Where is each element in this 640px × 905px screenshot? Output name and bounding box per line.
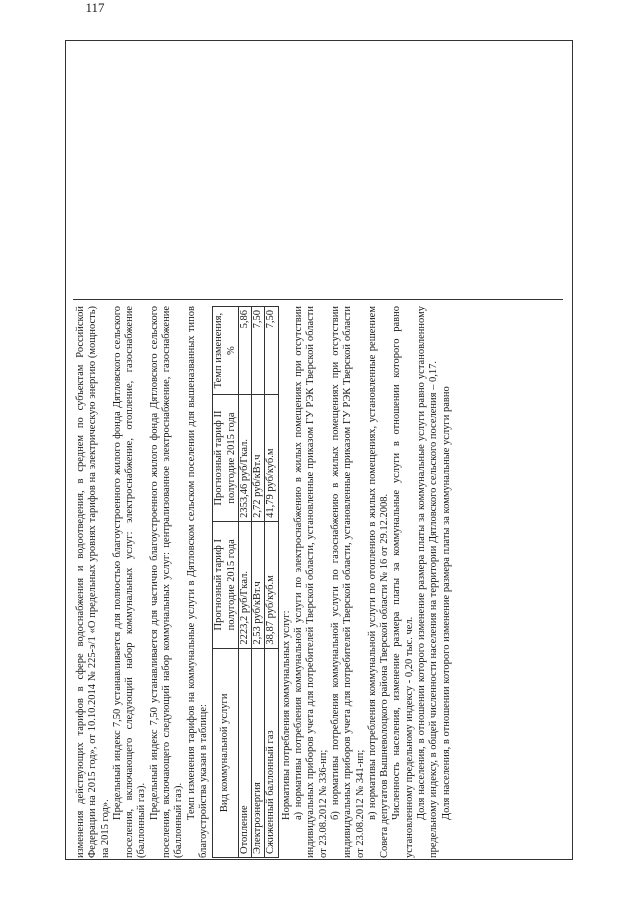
- page-number: 117: [85, 0, 105, 15]
- paragraph: Численность населения, изменение размера платы за коммунальные услуги в отношении которого равно установленному предельному индексу - 0,20 тыс. чел.: [391, 306, 415, 858]
- paragraph: в) нормативы потребления коммунальной услуги по отоплению в жилых помещениях, установленные решением Совета депутатов Вышневолоцкого района Тверской области № 16 от 29.12.2008.: [366, 306, 391, 858]
- table-cell: 2223,2 руб/Гкал.: [238, 521, 251, 648]
- table-cell: 7,50: [252, 307, 265, 395]
- frame-divider: [73, 299, 563, 300]
- table-cell: 2,72 руб/кВт.ч: [252, 395, 265, 522]
- table-cell: 2353,46 руб/Гкал.: [238, 395, 251, 522]
- tariff-table: [212, 306, 278, 858]
- table-header: Вид коммунальной услуги: [213, 648, 239, 857]
- table-row: [238, 307, 251, 858]
- table-cell: Отопление: [238, 648, 251, 857]
- table-header: Прогнозный тариф II полугодие 2015 года: [213, 395, 239, 522]
- paragraph: а) нормативы потребления коммунальной услуги по электроснабжению в жилых помещениях при отсутствии индивидуальных приборов учета для потребителей Тверской области, установленные приказом ГУ РЭК Тверской области от 23.08.2012 № 336-нп;: [293, 306, 329, 858]
- paragraph: Доля населения, в отношении которого изменение размера платы за коммунальные услуги равно: [440, 386, 452, 820]
- table-cell: Сжиженный баллонный газ: [265, 648, 278, 857]
- table-cell: 38,87 руб/куб.м: [265, 521, 278, 648]
- table-row: [265, 307, 278, 858]
- paragraph: изменения действующих тарифов в сфере водоснабжения и водоотведения, в среднем по субъектам Российской Федерации на 2015 год», от 10.10.2014 № 225-э/1 «О предельных уровнях тарифов на электрическую энергию (мощность) на 2015 год».: [75, 306, 111, 858]
- paragraph: Темп изменения тарифов на коммунальные услуги в Дятловском сельском поселении для вышеназванных типов благоустройства указан в таблице:: [185, 306, 209, 858]
- table-cell: 2,53 руб/кВт.ч: [252, 521, 265, 648]
- paragraph: Предельный индекс 7,50 устанавливается для полностью благоустроенного жилого фонда Дятловского сельского поселения, включающего следующий набор коммунальных услуг: электроснабжение, отопление, газоснабжение (баллонный газ).: [111, 306, 148, 858]
- table-header-row: [213, 307, 239, 858]
- paragraph: Доля населения, в отношении которого изменение размера платы за коммунальные услуги равно установленному предельному индексу, в общей численности населения на территории Дятловского сельского поселения – 0,17.: [416, 306, 440, 858]
- table-header: Прогнозный тариф I полугодие 2015 года: [213, 521, 239, 648]
- rotated-content: [73, 42, 563, 862]
- paragraph: Предельный индекс 7,50 устанавливается для частично благоустроенного жилого фонда Дятловского сельского поселения, включающего следующий набор коммунальных услуг: централизованное электроснабжение, газоснабжение (баллонный газ).: [148, 306, 185, 858]
- table-cell: 7,50: [265, 307, 278, 395]
- table-cell: Электроэнергия: [252, 648, 265, 857]
- paragraph: Нормативы потребления коммунальных услуг:: [280, 610, 292, 820]
- table-cell: 41,79 руб/куб.м: [265, 395, 278, 522]
- table-row: [252, 307, 265, 858]
- table-header: Темп изменения, %: [213, 307, 239, 395]
- paragraph: б) нормативы потребления коммунальной услуги по газоснабжению в жилых помещениях при отсутствии индивидуальных приборов учета для потребителей Тверской области, установленные приказом ГУ РЭК Тверской области от 23.08.2012 № 341-нп;: [329, 306, 366, 858]
- table-cell: 5,86: [238, 307, 251, 395]
- document-body: [75, 306, 559, 858]
